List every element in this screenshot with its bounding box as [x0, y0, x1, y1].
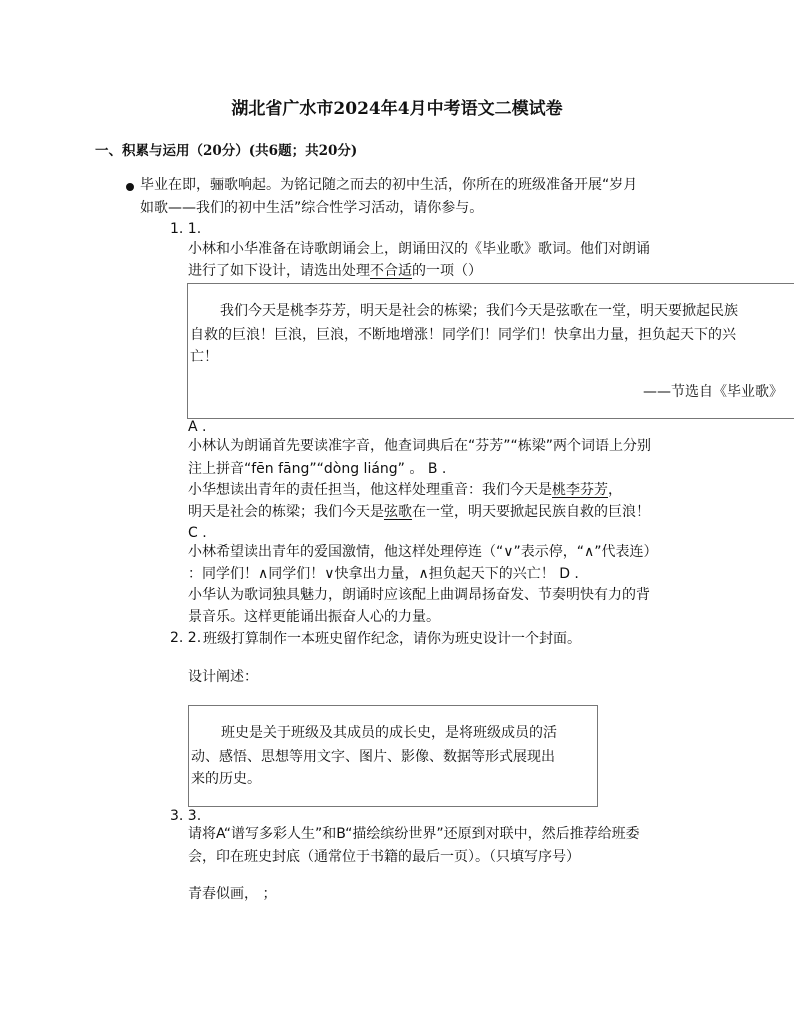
option-a-line-2: 注上拼音“fēn fāng”“dòng liáng” 。 B .: [188, 461, 447, 477]
option-c-line-1: 小林希望读出青年的爱国激情，他这样处理停连（“∨”表示停，“∧”代表连）: [188, 544, 658, 560]
option-text: ，: [608, 482, 622, 498]
design-label: 设计阐述：: [188, 669, 258, 685]
bullet-icon: [126, 183, 134, 191]
section-heading: 一、积累与运用（20分）(共6题；共20分): [95, 143, 358, 159]
option-text: 小华想读出青年的责任担当，他这样处理重音：我们今天是: [188, 482, 552, 498]
passage-line-1: 我们今天是桃李芬芳，明天是社会的栋梁；我们今天是弦歌在一堂，明天要掀起民族: [220, 303, 738, 319]
passage-box: [187, 283, 794, 419]
option-b-line-2: [188, 503, 650, 521]
question-3-stem-2: 会，印在班史封底（通常位于书籍的最后一页）。（只填写序号）: [188, 849, 580, 865]
option-text: 在一堂，明天要掀起民族自救的巨浪！: [412, 504, 650, 520]
question-3-stem-1: 请将A“谱写多彩人生”和B“描绘缤纷世界”还原到对联中，然后推荐给班委: [188, 826, 640, 842]
question-1-number: 1. 1.: [170, 221, 202, 237]
option-a-line-1: 小林认为朗诵首先要读准字音，他查词典后在“芬芳”“栋梁”两个词语上分别: [188, 438, 652, 454]
couplet-line: 青春似画， ；: [188, 886, 277, 902]
option-text: 明天是社会的栋梁；我们今天是: [188, 504, 384, 520]
question-1-stem-2: [188, 262, 482, 280]
option-b-line-1: [188, 481, 622, 499]
emphasis-underline: 弦歌: [384, 504, 412, 520]
option-d-line-1: 小华认为歌词独具魅力，朗诵时应该配上曲调昂扬奋发、节奏明快有力的背: [188, 587, 650, 603]
passage-line-3: 亡！: [190, 349, 218, 365]
option-d-line-2: 景音乐。这样更能诵出振奋人心的力量。: [188, 609, 440, 625]
design-box: [188, 705, 598, 807]
intro-line-2: 如歌——我们的初中生活”综合性学习活动，请你参与。: [140, 200, 484, 216]
question-2-number: 2. 2.: [170, 630, 202, 646]
stem-text: 的一项（）: [412, 263, 482, 279]
design-line-1: 班史是关于班级及其成员的成长史，是将班级成员的活: [221, 725, 557, 741]
page-title: 湖北省广水市2024年4月中考语文二模试卷: [231, 99, 563, 119]
option-a-label: A .: [188, 419, 207, 435]
question-2-stem: 班级打算制作一本班史留作纪念，请你为班史设计一个封面。: [203, 631, 581, 647]
option-c-label: C .: [188, 525, 207, 541]
passage-line-2: 自救的巨浪！巨浪，巨浪，不断地增涨！同学们！同学们！快拿出力量，担负起天下的兴: [190, 327, 736, 343]
design-line-2: 动、感悟、思想等用文字、图片、影像、数据等形式展现出: [191, 749, 555, 765]
stem-text: 进行了如下设计，请选出处理: [188, 263, 370, 279]
question-3-number: 3. 3.: [170, 808, 202, 824]
design-line-3: 来的历史。: [191, 771, 261, 787]
intro-line-1: 毕业在即，骊歌响起。为铭记随之而去的初中生活，你所在的班级准备开展“岁月: [140, 177, 638, 193]
emphasis-underline: 桃李芬芳: [552, 482, 608, 498]
emphasis-underline: 不合适: [370, 263, 412, 279]
passage-source: ——节选自《毕业歌》: [643, 384, 783, 400]
option-c-line-2: ：同学们！∧同学们！∨快拿出力量，∧担负起天下的兴亡！ D .: [188, 566, 579, 582]
question-1-stem-1: 小林和小华准备在诗歌朗诵会上，朗诵田汉的《毕业歌》歌词。他们对朗诵: [188, 241, 650, 257]
